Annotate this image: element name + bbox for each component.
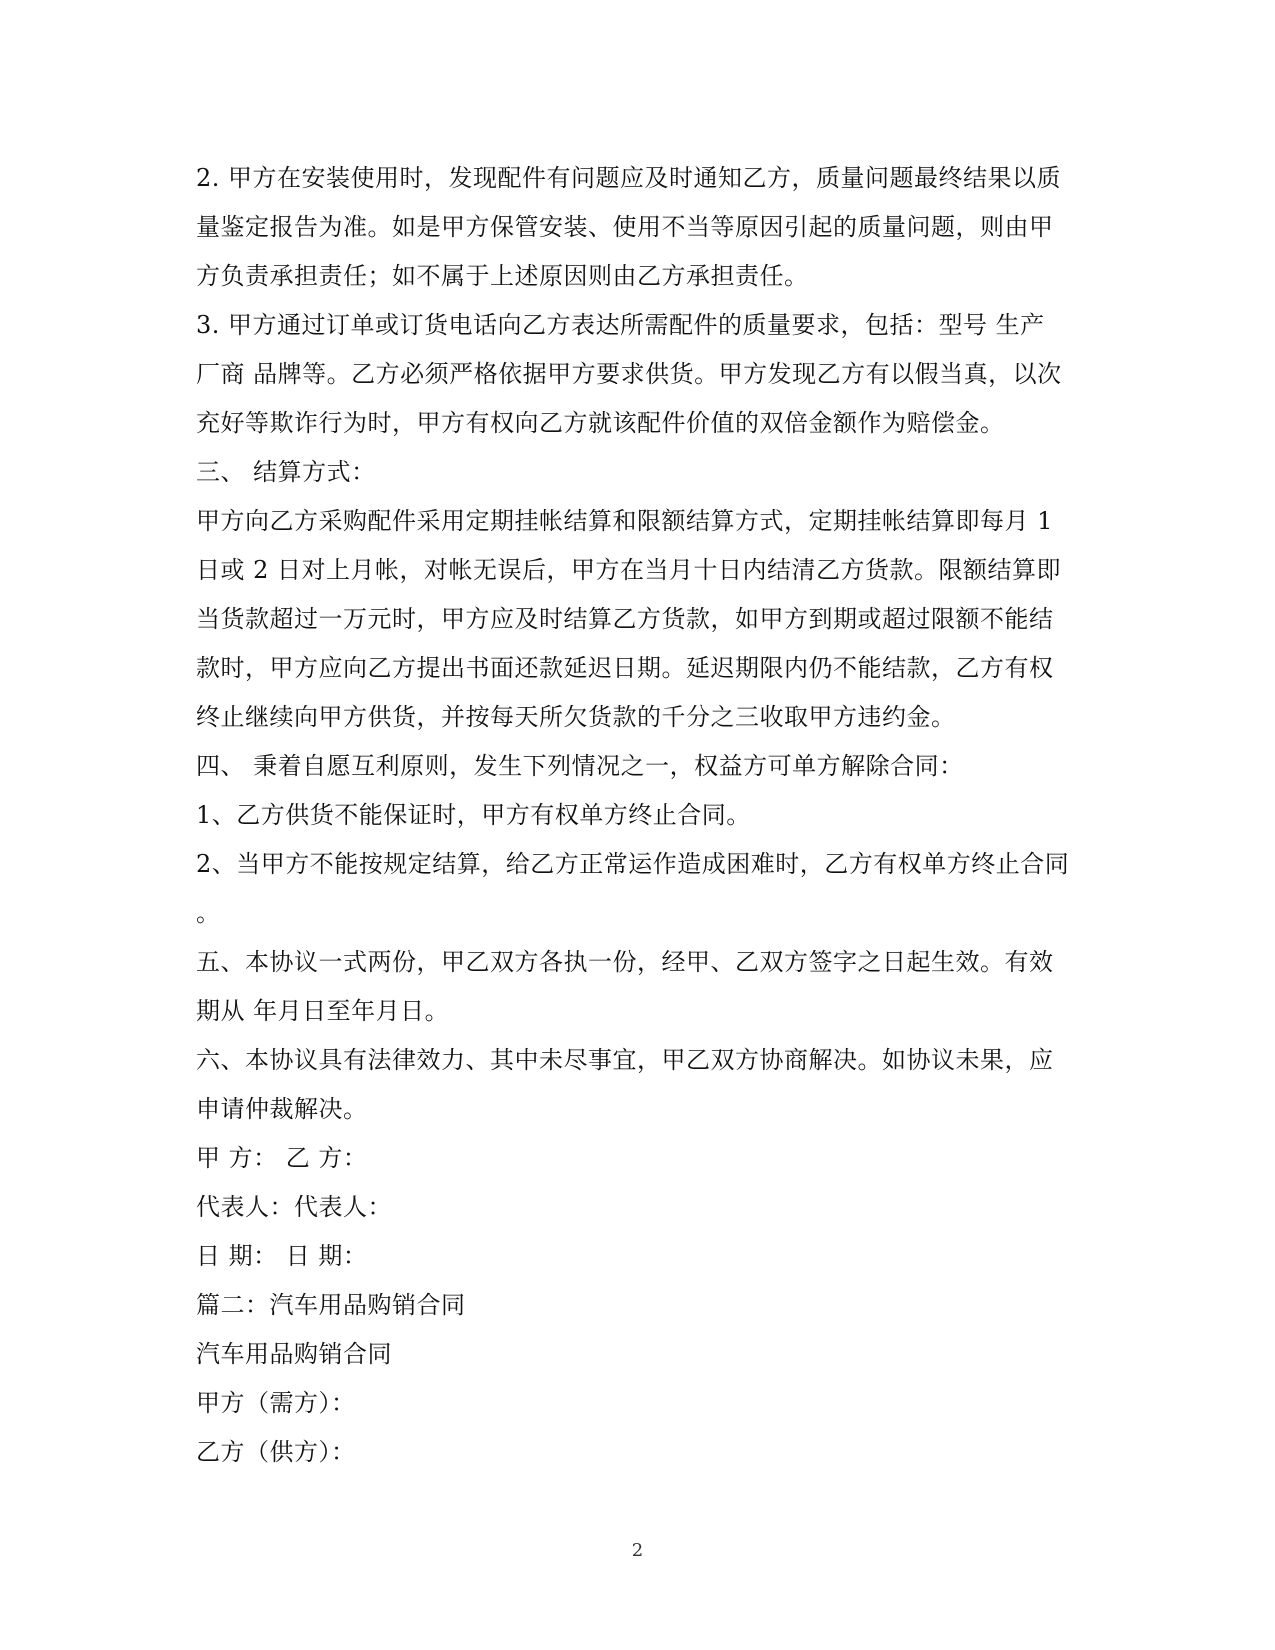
signature-parties: 甲 方： 乙 方：: [196, 1144, 368, 1172]
document-body: [196, 154, 1086, 1477]
clause-2-line-3: 方负责承担责任；如不属于上述原因则由乙方承担责任。: [196, 262, 809, 290]
clause-3-line-2: 厂商 品牌等。乙方必须严格依据甲方要求供货。甲方发现乙方有以假当真，以次: [196, 360, 1062, 388]
signature-representatives: 代表人：代表人：: [196, 1193, 392, 1221]
section-4-item-2: 2、当甲方不能按规定结算，给乙方正常运作造成困难时，乙方有权单方终止合同: [196, 850, 1070, 878]
section-4-item-1: 1、乙方供货不能保证时，甲方有权单方终止合同。: [196, 801, 751, 829]
page-number: 2: [631, 1540, 644, 1561]
settlement-line-2: 日或 2 日对上月帐，对帐无误后，甲方在当月十日内结清乙方货款。限额结算即: [196, 556, 1062, 584]
section-5-line-2: 期从 年月日至年月日。: [196, 997, 450, 1025]
clause-2-line-1: 2. 甲方在安装使用时，发现配件有问题应及时通知乙方，质量问题最终结果以质: [196, 164, 1062, 192]
section-3-heading: 三、 结算方式：: [196, 458, 376, 486]
section-5-line-1: 五、本协议一式两份，甲乙双方各执一份，经甲、乙双方签字之日起生效。有效: [196, 948, 1054, 976]
settlement-line-5: 终止继续向甲方供货，并按每天所欠货款的千分之三收取甲方违约金。: [196, 703, 956, 731]
section-6-line-1: 六、本协议具有法律效力、其中未尽事宜，甲乙双方协商解决。如协议未果，应: [196, 1046, 1054, 1074]
contract-title: 汽车用品购销合同: [196, 1340, 392, 1368]
clause-3-line-1: 3. 甲方通过订单或订货电话向乙方表达所需配件的质量要求，包括：型号 生产: [196, 311, 1045, 339]
section-6-line-2: 申请仲裁解决。: [196, 1095, 368, 1123]
signature-dates: 日 期： 日 期：: [196, 1242, 368, 1270]
party-b-supplier: 乙方（供方）：: [196, 1438, 356, 1466]
settlement-line-1: 甲方向乙方采购配件采用定期挂帐结算和限额结算方式，定期挂帐结算即每月 1: [196, 507, 1053, 535]
settlement-line-3: 当货款超过一万元时，甲方应及时结算乙方货款，如甲方到期或超过限额不能结: [196, 605, 1054, 633]
clause-2-line-2: 量鉴定报告为准。如是甲方保管安装、使用不当等原因引起的质量问题，则由甲: [196, 213, 1054, 241]
section-4-heading: 四、 秉着自愿互利原则，发生下列情况之一，权益方可单方解除合同：: [196, 752, 964, 780]
clause-3-line-3: 充好等欺诈行为时，甲方有权向乙方就该配件价值的双倍金额作为赔偿金。: [196, 409, 1005, 437]
part-2-heading: 篇二：汽车用品购销合同: [196, 1291, 466, 1319]
party-a-buyer: 甲方（需方）：: [196, 1389, 356, 1417]
settlement-line-4: 款时，甲方应向乙方提出书面还款延迟日期。延迟期限内仍不能结款，乙方有权: [196, 654, 1054, 682]
section-4-item-2-end: 。: [196, 899, 221, 927]
